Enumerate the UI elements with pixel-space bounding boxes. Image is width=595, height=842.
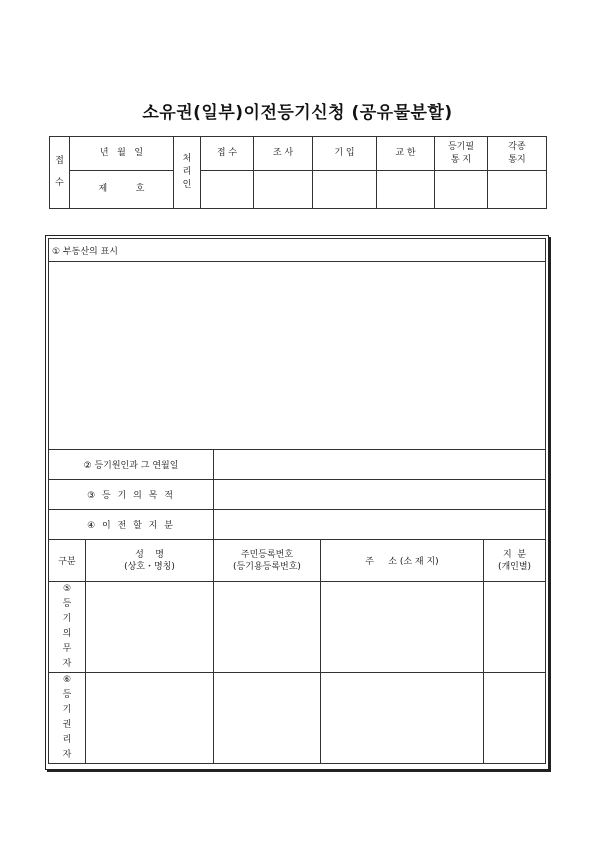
- exchange-header: 교 한: [377, 137, 435, 171]
- reception-header: 접 수: [201, 137, 254, 171]
- reception-label: 접 수: [50, 137, 70, 209]
- obligor-name-field[interactable]: [86, 582, 214, 673]
- exchange-cell[interactable]: [377, 171, 435, 209]
- property-label: ① 부동산의 표시: [49, 239, 546, 262]
- address-header: 주 소 (소 재 지): [321, 540, 484, 582]
- obligor-id-field[interactable]: [214, 582, 321, 673]
- various-notice-header: 각종 통지: [488, 137, 547, 171]
- year-month-day-label: 년 월 일: [70, 137, 174, 171]
- entry-cell[interactable]: [313, 171, 377, 209]
- obligor-share-field[interactable]: [484, 582, 546, 673]
- category-header: 구분: [49, 540, 86, 582]
- reception-cell[interactable]: [201, 171, 254, 209]
- registration-notice-cell[interactable]: [435, 171, 488, 209]
- processing-label: 처 리 인: [174, 137, 201, 209]
- registration-notice-header: 등기필 통 지: [435, 137, 488, 171]
- investigation-header: 조 사: [254, 137, 313, 171]
- cause-label: ② 등기원인과 그 연월일: [49, 450, 214, 480]
- cause-field[interactable]: [214, 450, 546, 480]
- right-holder-share-field[interactable]: [484, 673, 546, 764]
- investigation-cell[interactable]: [254, 171, 313, 209]
- receipt-table: [49, 136, 547, 209]
- main-form-table: [48, 238, 546, 764]
- right-holder-name-field[interactable]: [86, 673, 214, 764]
- purpose-field[interactable]: [214, 480, 546, 510]
- entry-header: 기 입: [313, 137, 377, 171]
- obligor-address-field[interactable]: [321, 582, 484, 673]
- right-holder-id-field[interactable]: [214, 673, 321, 764]
- name-header: 성 명 (상호・명칭): [86, 540, 214, 582]
- receipt-number-label: 제 호: [70, 171, 174, 209]
- share-header: 지 분 (개인별): [484, 540, 546, 582]
- purpose-label: ③ 등 기 의 목 적: [49, 480, 214, 510]
- property-field[interactable]: [49, 262, 546, 450]
- various-notice-cell[interactable]: [488, 171, 547, 209]
- page-title: 소유권(일부)이전등기신청 (공유물분할): [142, 103, 453, 123]
- right-holder-address-field[interactable]: [321, 673, 484, 764]
- right-holder-label: ⑥ 등 기 권 리 자: [49, 673, 86, 764]
- share-label: ④ 이 전 할 지 분: [49, 510, 214, 540]
- obligor-label: ⑤ 등 기 의 무 자: [49, 582, 86, 673]
- share-field[interactable]: [214, 510, 546, 540]
- id-number-header: 주민등록번호 (등기용등록번호): [214, 540, 321, 582]
